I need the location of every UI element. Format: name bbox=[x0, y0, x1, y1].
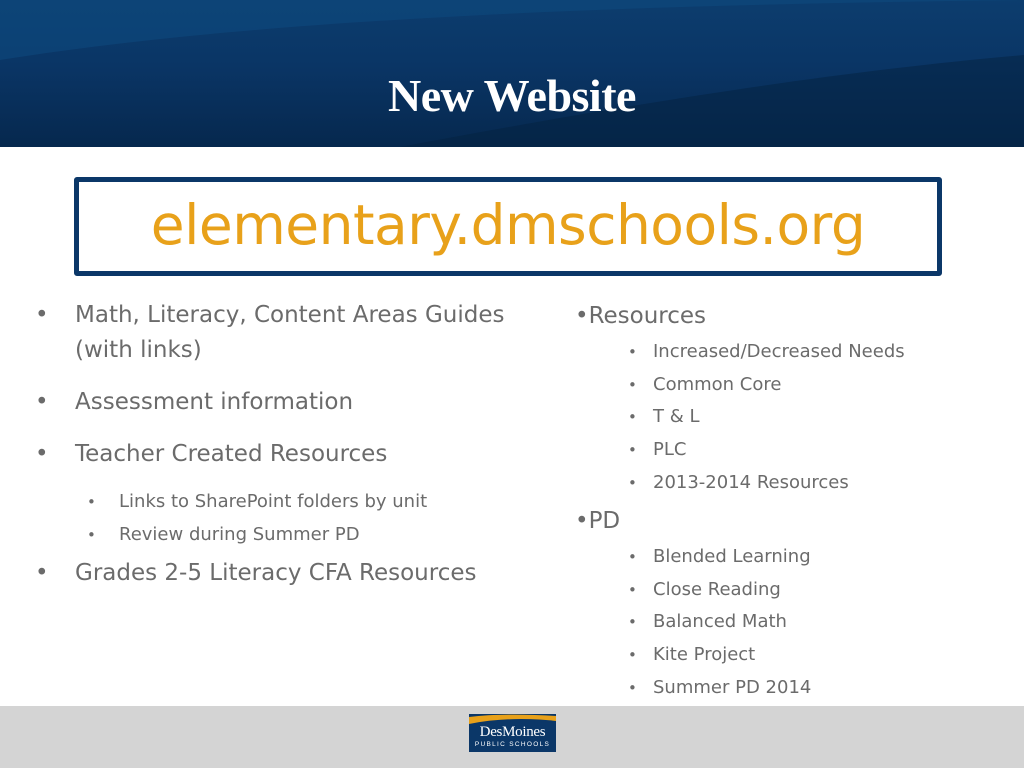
bullet-dot: • bbox=[35, 389, 49, 415]
resources-item-label: T & L bbox=[653, 406, 700, 427]
list-item-label: Assessment information bbox=[75, 389, 354, 415]
resources-item-label: Increased/Decreased Needs bbox=[653, 341, 905, 362]
resources-item-label: PLC bbox=[653, 439, 687, 460]
resources-item-label: 2013-2014 Resources bbox=[653, 472, 849, 493]
resources-item-label: Common Core bbox=[653, 374, 782, 395]
bullet-dot: • bbox=[87, 493, 96, 511]
bullet-dot: • bbox=[35, 302, 49, 328]
des-moines-public-schools-logo bbox=[469, 714, 556, 752]
bullet-dot: • bbox=[628, 343, 637, 361]
logo-gold-swoosh-icon bbox=[469, 714, 556, 724]
bullet-dot: • bbox=[628, 679, 637, 697]
pd-heading: •PD bbox=[575, 508, 621, 534]
bullet-dot: • bbox=[87, 526, 96, 544]
slide-title: New Website bbox=[388, 70, 636, 121]
sub-list-item-label: Review during Summer PD bbox=[119, 524, 360, 545]
logo-subtitle: PUBLIC SCHOOLS bbox=[474, 741, 551, 748]
pd-item-label: Blended Learning bbox=[653, 546, 811, 567]
bullet-dot: • bbox=[628, 613, 637, 631]
bullet-dot: • bbox=[628, 548, 637, 566]
website-url[interactable]: elementary.dmschools.org bbox=[150, 193, 866, 257]
pd-item-label: Close Reading bbox=[653, 579, 781, 600]
bullet-dot: • bbox=[628, 408, 637, 426]
bullet-dot: • bbox=[628, 581, 637, 599]
logo-name: DesMoines bbox=[479, 724, 546, 740]
url-box bbox=[74, 177, 942, 276]
bullet-dot: • bbox=[628, 441, 637, 459]
list-item-label: Grades 2-5 Literacy CFA Resources bbox=[75, 560, 477, 586]
resources-heading: •Resources bbox=[575, 303, 707, 329]
pd-item-label: Balanced Math bbox=[653, 611, 787, 632]
bullet-dot: • bbox=[35, 560, 49, 586]
bullet-dot: • bbox=[628, 474, 637, 492]
pd-item-label: Summer PD 2014 bbox=[653, 677, 812, 698]
bullet-dot: • bbox=[628, 376, 637, 394]
bullet-dot: • bbox=[628, 646, 637, 664]
list-item-label: Teacher Created Resources bbox=[75, 441, 388, 467]
sub-list-item-label: Links to SharePoint folders by unit bbox=[119, 491, 428, 512]
list-item-label: (with links) bbox=[75, 337, 202, 363]
header-banner bbox=[0, 0, 1024, 147]
pd-item-label: Kite Project bbox=[653, 644, 756, 665]
bullet-dot: • bbox=[35, 441, 49, 467]
list-item-label: Math, Literacy, Content Areas Guides bbox=[75, 302, 505, 328]
